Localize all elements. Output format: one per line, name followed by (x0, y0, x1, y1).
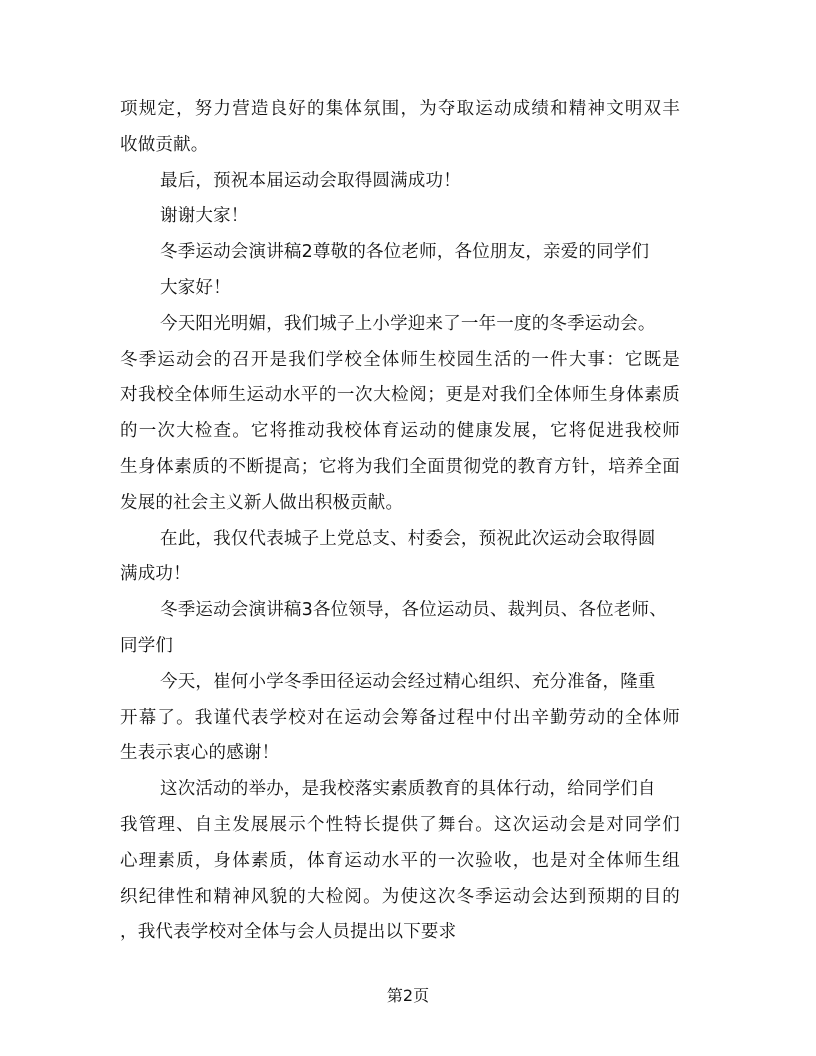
text-line: 项规定，努力营造良好的集体氛围，为夺取运动成绩和精神文明双丰 (120, 99, 680, 119)
text-line: 发展的社会主义新人做出积极贡献。 (120, 492, 404, 513)
text-line: 谢谢大家！ (160, 206, 249, 227)
text-line: 这次活动的举办，是我校落实素质教育的具体行动，给同学们自 (160, 779, 656, 800)
text-line: ，我代表学校对全体与会人员提出以下要求 (120, 922, 457, 943)
text-line: 在此，我仅代表城子上党总支、村委会，预祝此次运动会取得圆 (160, 528, 656, 549)
text-line: 心理素质，身体素质，体育运动水平的一次验收，也是对全体师生组 (120, 850, 680, 871)
text-line: 冬季运动会演讲稿3各位领导，各位运动员、裁判员、各位老师、 (160, 600, 667, 621)
text-line: 今天，崔何小学冬季田径运动会经过精心组织、充分准备，隆重 (160, 671, 656, 692)
text-line: 满成功！ (120, 564, 191, 585)
text-line: 收做贡献。 (120, 134, 209, 155)
text-line: 开幕了。我谨代表学校对在运动会筹备过程中付出辛勤劳动的全体师 (120, 707, 680, 728)
text-line: 最后，预祝本届运动会取得圆满成功！ (160, 170, 461, 191)
text-line: 生身体素质的不断提高；它将为我们全面贯彻党的教育方针，培养全面 (120, 456, 680, 477)
text-line: 冬季运动会的召开是我们学校全体师生校园生活的一件大事：它既是 (120, 349, 680, 370)
text-line: 织纪律性和精神风貌的大检阅。为使这次冬季运动会达到预期的目的 (120, 886, 680, 907)
text-line: 今天阳光明媚，我们城子上小学迎来了一年一度的冬季运动会。 (160, 313, 656, 334)
text-line: 大家好！ (160, 277, 231, 298)
document-body (120, 92, 680, 951)
text-line: 我管理、自主发展展示个性特长提供了舞台。这次运动会是对同学们 (120, 814, 680, 835)
text-line: 同学们 (120, 635, 174, 656)
text-line: 的一次大检查。它将推动我校体育运动的健康发展，它将促进我校师 (120, 421, 680, 442)
page-number: 第2页 (386, 986, 430, 1005)
text-line: 冬季运动会演讲稿2尊敬的各位老师，各位朋友，亲爱的同学们 (160, 242, 650, 263)
text-line: 对我校全体师生运动水平的一次大检阅；更是对我们全体师生身体素质 (120, 385, 680, 406)
text-line: 生表示衷心的感谢！ (120, 743, 280, 764)
